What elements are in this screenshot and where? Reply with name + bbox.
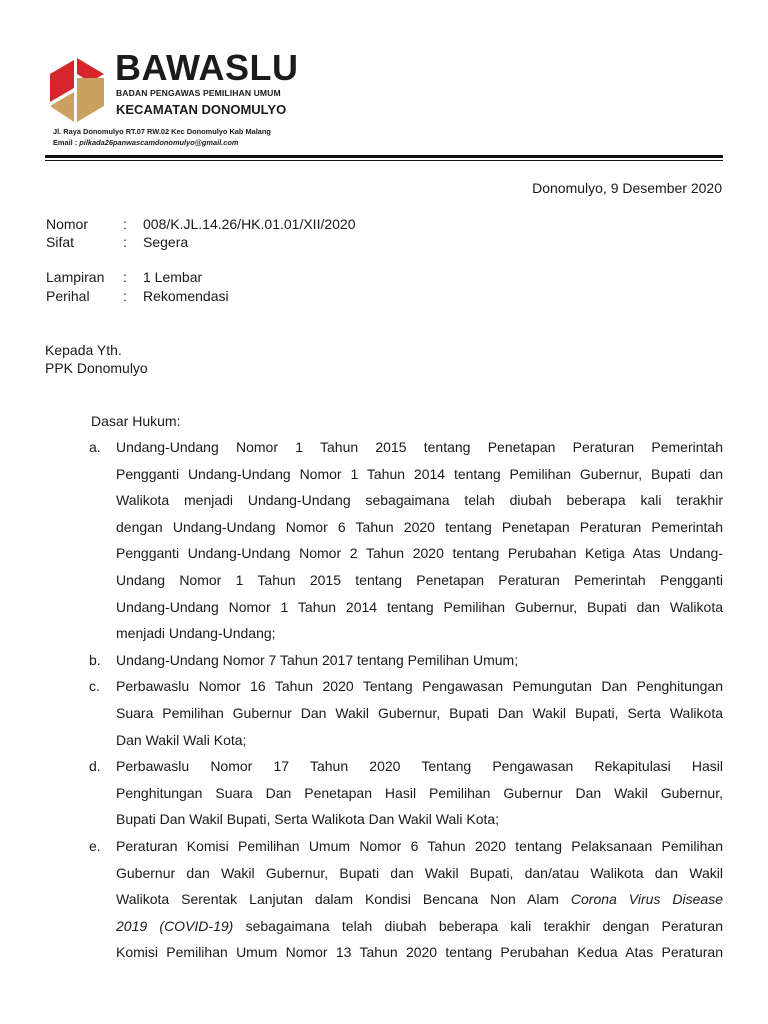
item-line: Penghitungan Suara Dan Penetapan Hasil Pemilihan Gubernur Dan Wakil Gubernur, bbox=[116, 784, 723, 801]
email-address: pilkada26panwascamdonomulyo@gmail.com bbox=[79, 138, 239, 147]
item-line: Pengganti Undang-Undang Nomor 2 Tahun 2020 tentang Perubahan Ketiga Atas Undang- bbox=[116, 545, 723, 562]
meta-label: Perihal bbox=[46, 288, 90, 304]
item-line: Perbawaslu Nomor 16 Tahun 2020 Tentang Pengawasan Pemungutan Dan Penghitungan bbox=[116, 678, 723, 695]
list-marker: a. bbox=[89, 439, 101, 455]
item-line: menjadi Undang-Undang; bbox=[116, 625, 276, 642]
item-line: Undang-Undang Nomor 7 Tahun 2017 tentang Pemilihan Umum; bbox=[116, 651, 519, 668]
letter-date: Donomulyo, 9 Desember 2020 bbox=[532, 180, 722, 196]
list-marker: b. bbox=[89, 651, 101, 668]
email-label: Email : bbox=[53, 138, 80, 147]
meta-colon: : bbox=[123, 216, 127, 232]
office-name: KECAMATAN DONOMULYO bbox=[116, 102, 287, 117]
meta-label: Nomor bbox=[46, 216, 89, 232]
header-rule-thick bbox=[45, 155, 723, 158]
meta-label: Lampiran bbox=[46, 269, 105, 285]
item-line: Gubernur dan Wakil Gubernur, Bupati dan Wakil Bupati, dan/atau Walikota dan Wakil bbox=[116, 864, 723, 881]
office-email bbox=[53, 138, 238, 147]
item-line: Pengganti Undang-Undang Nomor 1 Tahun 2014 tentang Pemilihan Gubernur, Bupati dan bbox=[116, 465, 723, 482]
meta-value: Rekomendasi bbox=[143, 288, 229, 304]
legal-basis-list bbox=[89, 434, 723, 966]
item-line: Undang-Undang Nomor 1 Tahun 2014 tentang Pemilihan Gubernur, Bupati dan Walikota bbox=[116, 598, 723, 615]
item-line: Dan Wakil Wali Kota; bbox=[116, 731, 247, 748]
list-marker: d. bbox=[89, 758, 101, 775]
item-line: Bupati Dan Wakil Bupati, Serta Walikota Dan Wakil Wali Kota; bbox=[116, 811, 500, 828]
brand-name: BAWASLU bbox=[115, 47, 299, 88]
item-line: Undang-Undang Nomor 1 Tahun 2015 tentang Penetapan Peraturan Pemerintah bbox=[116, 439, 723, 455]
letterhead bbox=[46, 44, 326, 154]
item-line bbox=[116, 913, 723, 940]
recipient-salutation: Kepada Yth. bbox=[45, 342, 122, 358]
header-rule-thin bbox=[45, 160, 723, 161]
meta-value: 008/K.JL.14.26/HK.01.01/XII/2020 bbox=[143, 216, 356, 232]
meta-colon: : bbox=[123, 288, 127, 304]
recipient-name: PPK Donomulyo bbox=[45, 360, 148, 376]
item-line bbox=[116, 886, 723, 913]
list-item bbox=[89, 647, 723, 674]
agency-subtitle: BADAN PENGAWAS PEMILIHAN UMUM bbox=[116, 88, 281, 98]
item-text: Walikota Serentak Lanjutan dalam Kondisi Bencana Non Alam bbox=[116, 891, 571, 908]
italic-term: Corona Virus Disease bbox=[570, 891, 724, 908]
meta-value: 1 Lembar bbox=[143, 269, 203, 285]
item-line: Suara Pemilihan Gubernur Dan Wakil Gubernur, Bupati Dan Wakil Bupati, Serta Walikota bbox=[116, 704, 723, 721]
legal-basis-heading: Dasar Hukum: bbox=[91, 413, 181, 429]
list-item bbox=[89, 434, 723, 647]
list-item bbox=[89, 833, 723, 966]
item-line: Peraturan Komisi Pemilihan Umum Nomor 6 Tahun 2020 tentang Pelaksanaan Pemilihan bbox=[116, 837, 723, 854]
italic-term: 2019 (COVID-19) bbox=[116, 917, 234, 934]
bawaslu-logo-icon bbox=[46, 54, 108, 126]
meta-colon: : bbox=[123, 269, 127, 285]
list-item bbox=[89, 673, 723, 753]
item-line: Komisi Pemilihan Umum Nomor 13 Tahun 2020 tentang Perubahan Kedua Atas Peraturan bbox=[116, 944, 723, 961]
item-line: dengan Undang-Undang Nomor 6 Tahun 2020 tentang Penetapan Peraturan Pemerintah bbox=[116, 518, 723, 535]
item-text: sebagaimana telah diubah beberapa kali terakhir dengan Peraturan bbox=[233, 917, 723, 934]
meta-label: Sifat bbox=[46, 234, 75, 250]
item-line: Undang Nomor 1 Tahun 2015 tentang Penetapan Peraturan Pemerintah Pengganti bbox=[116, 571, 723, 588]
item-line: Walikota menjadi Undang-Undang sebagaimana telah diubah beberapa kali terakhir bbox=[116, 492, 723, 509]
meta-colon: : bbox=[123, 234, 127, 250]
list-marker: e. bbox=[89, 837, 101, 854]
office-address: Jl. Raya Donomulyo RT.07 RW.02 Kec Donomulyo Kab Malang bbox=[53, 127, 271, 136]
list-item bbox=[89, 753, 723, 833]
meta-value: Segera bbox=[143, 234, 189, 250]
list-marker: c. bbox=[89, 678, 100, 695]
item-line: Perbawaslu Nomor 17 Tahun 2020 Tentang Pengawasan Rekapitulasi Hasil bbox=[116, 758, 723, 775]
